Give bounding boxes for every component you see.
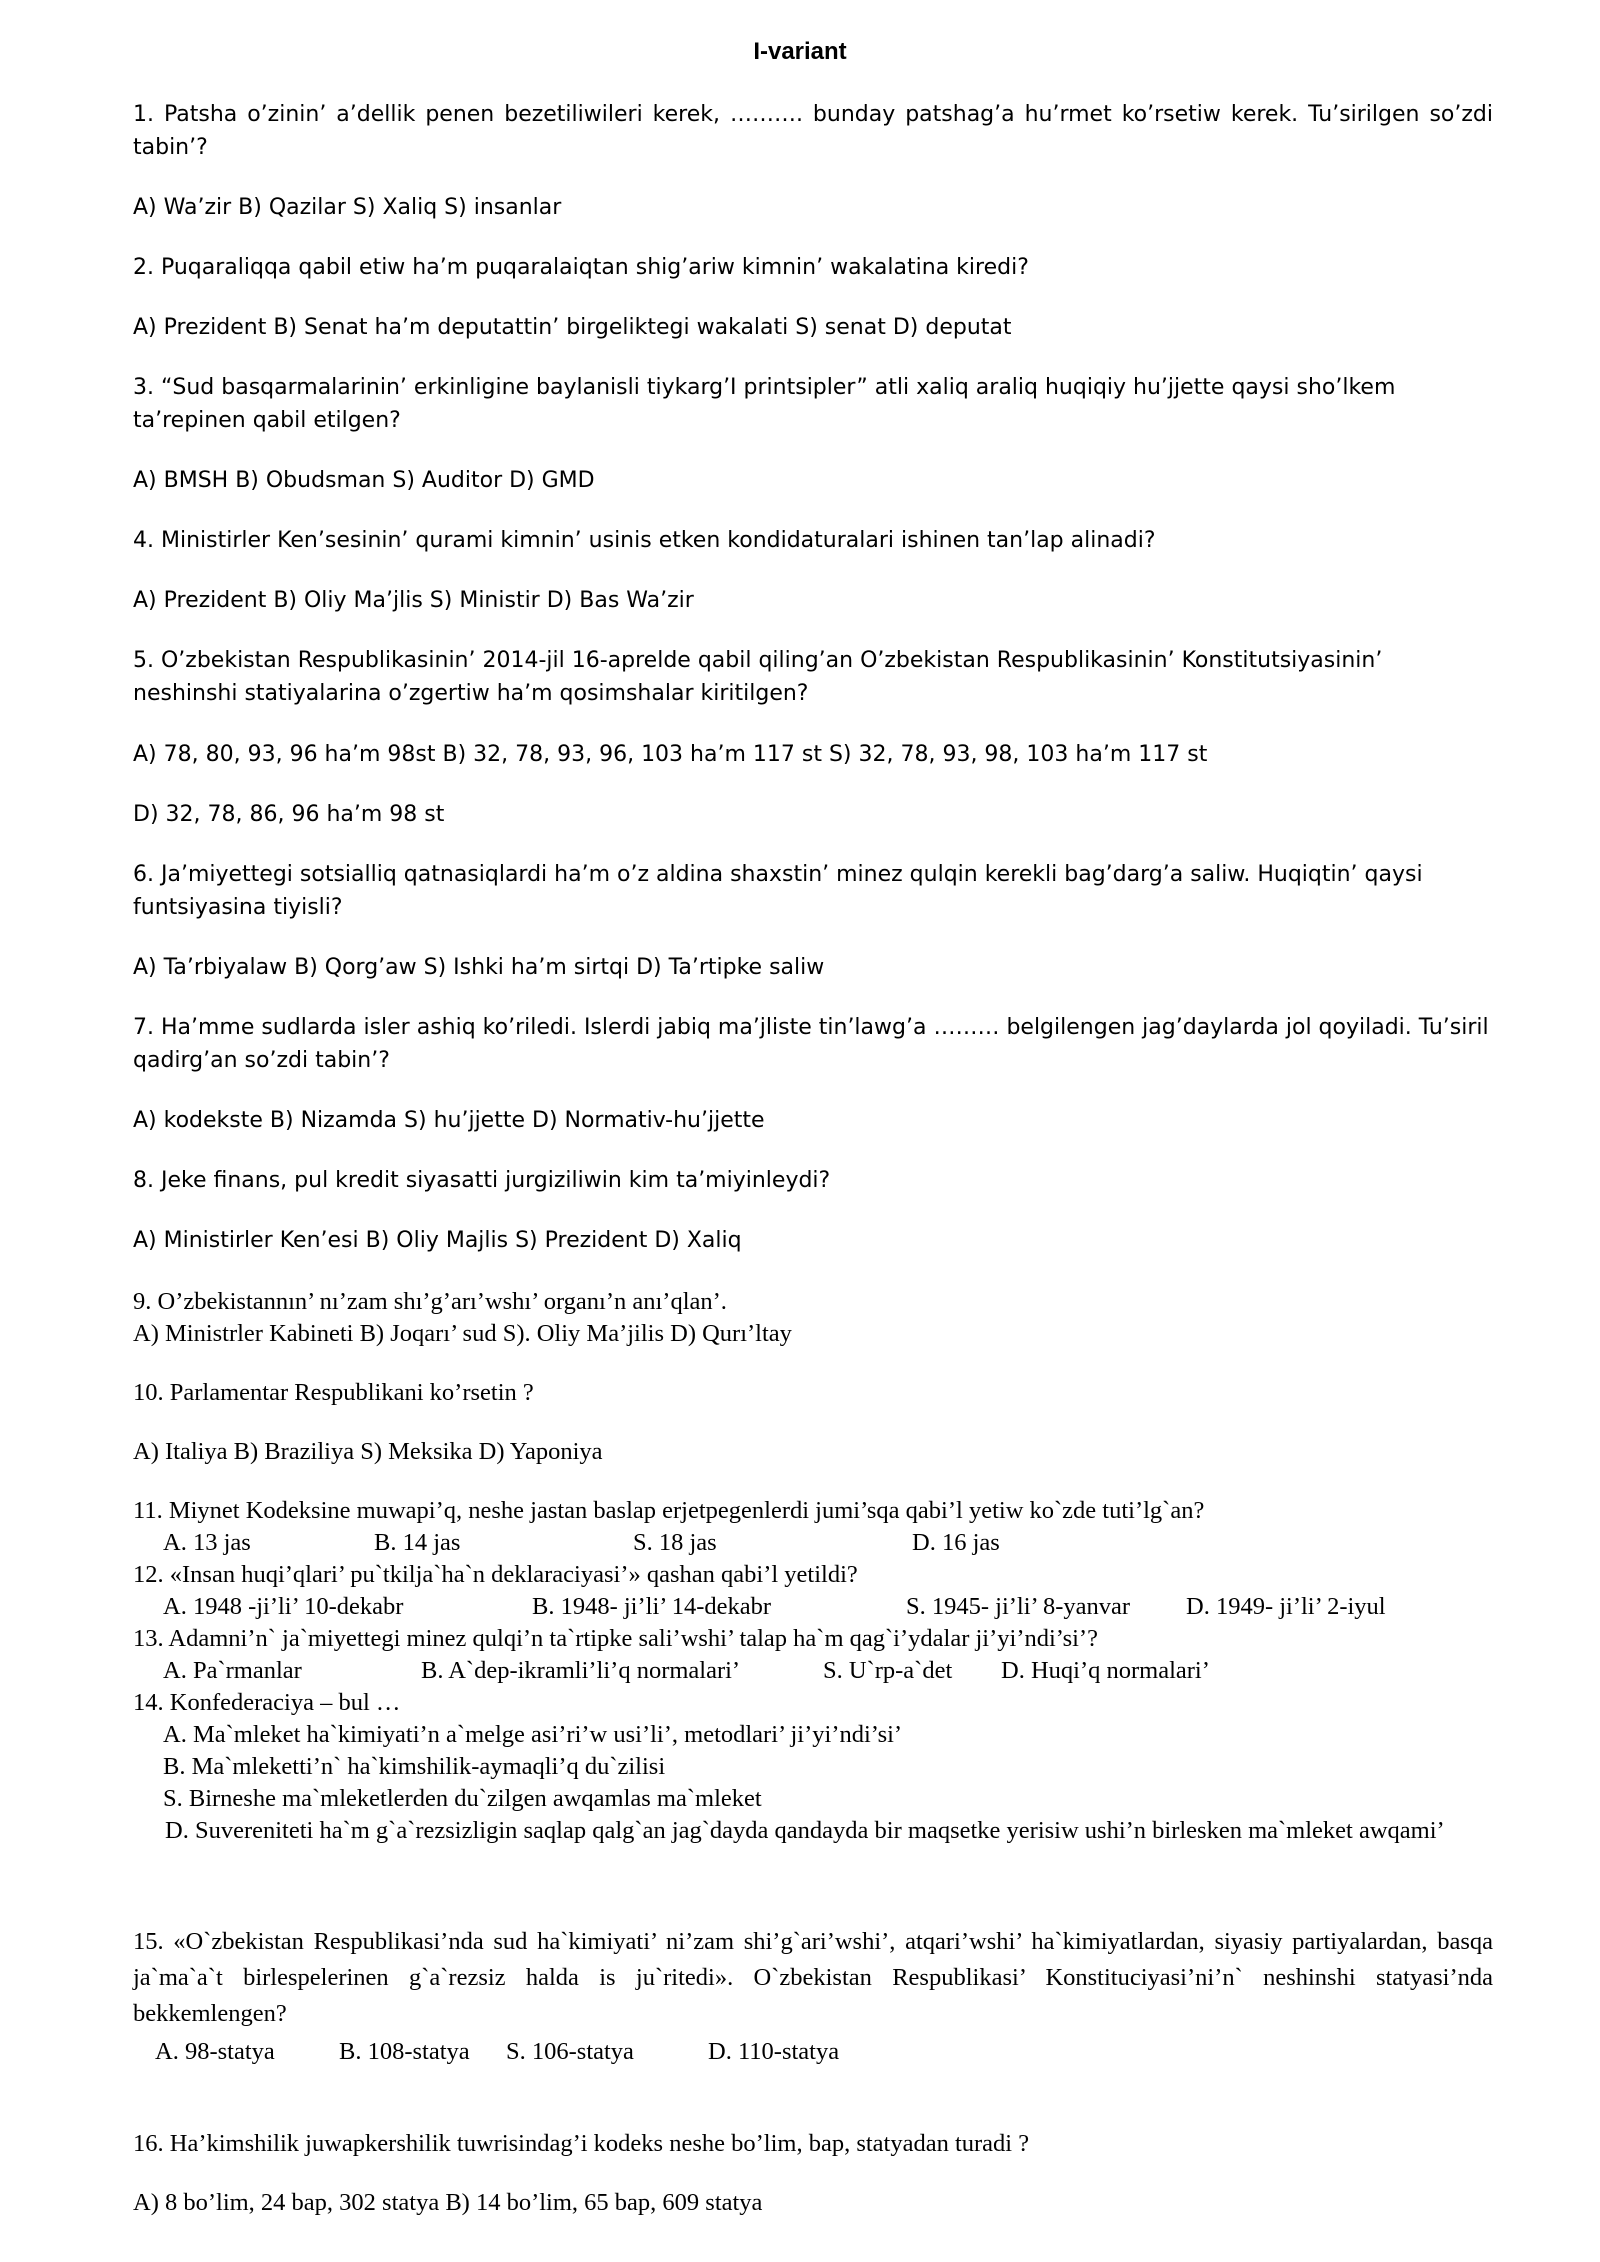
option-a: A. 1948 -ji’li’ 10-dekabr bbox=[163, 1593, 404, 1620]
question-13-options bbox=[0, 1655, 1600, 1687]
option-s: S. 1945- ji’li’ 8-yanvar bbox=[906, 1593, 1131, 1620]
question-9-text: 9. O’zbekistannın’ nı’zam shı’g’arı’wshı’ organı’n anı’qlan’. bbox=[133, 1288, 727, 1315]
option-s: S. Birneshe ma`mleketlerden du`zilgen awqamlas ma`mleket bbox=[163, 1785, 762, 1812]
question-2-options: A) Prezident B) Senat ha’m deputattin’ birgeliktegi wakalati S) senat D) deputat bbox=[133, 315, 1012, 340]
page-title: I-variant bbox=[753, 38, 847, 65]
option-b: B. A`dep-ikramli’li’q normalari’ bbox=[421, 1657, 741, 1684]
question-1-text: 1. Patsha o’zinin’ a’dellik penen bezetiliwileri kerek, ………. bunday patshag’a hu’rmet ko’rsetiw kerek. Tu’sirilgen so’zdi tabin’? bbox=[133, 102, 1493, 160]
option-b: B. 108-statya bbox=[339, 2038, 470, 2065]
question-3-text: 3. “Sud basqarmalarinin’ erkinligine baylanisli tiykarg’I printsipler” atli xaliq araliq huqiqiy hu’jjette qaysi sho’lkem ta’repinen qabil etilgen? bbox=[133, 375, 1396, 433]
option-d: D. Huqi’q normalari’ bbox=[1001, 1657, 1210, 1684]
question-12-options bbox=[0, 1591, 1600, 1623]
question-5-options-line2: D) 32, 78, 86, 96 ha’m 98 st bbox=[133, 802, 445, 827]
question-7-options: A) kodekste B) Nizamda S) hu’jjette D) Normativ-hu’jjette bbox=[133, 1108, 765, 1133]
option-a: A. 98-statya bbox=[155, 2038, 275, 2065]
option-a: A. Pa`rmanlar bbox=[163, 1657, 302, 1684]
option-b: B. Ma`mleketti’n` ha`kimshilik-aymaqli’q du`zilisi bbox=[163, 1753, 666, 1780]
question-3-options: A) BMSH B) Obudsman S) Auditor D) GMD bbox=[133, 468, 595, 493]
question-5-options: A) 78, 80, 93, 96 ha’m 98st B) 32, 78, 93, 96, 103 ha’m 117 st S) 32, 78, 93, 98, 103 ha’m 117 st bbox=[133, 742, 1208, 767]
option-a: A. Ma`mleket ha`kimiyati’n a`melge asi’ri’w usi’li’, metodlari’ ji’yi’ndi’si’ bbox=[163, 1721, 903, 1748]
question-14-text: 14. Konfederaciya – bul … bbox=[133, 1689, 401, 1716]
option-d: D. Suvereniteti ha`m g`a`rezsizligin saqlap qalg`an jag`dayda qandayda bir maqsetke yerisiw ushi’n birlesken ma`mleket awqami’ bbox=[165, 1817, 1445, 1844]
question-1-options: A) Wa’zir B) Qazilar S) Xaliq S) insanlar bbox=[133, 195, 562, 220]
option-d: D. 1949- ji’li’ 2-iyul bbox=[1186, 1593, 1386, 1620]
question-8-options: A) Ministirler Ken’esi B) Oliy Majlis S) Prezident D) Xaliq bbox=[133, 1228, 742, 1253]
question-12-text: 12. «Insan huqi’qlari’ pu`tkilja`ha`n deklaraciyasi’» qashan qabi’l yetildi? bbox=[133, 1561, 858, 1588]
option-d: D. 16 jas bbox=[912, 1529, 1000, 1556]
option-d: D. 110-statya bbox=[708, 2038, 840, 2065]
question-6-options: A) Ta’rbiyalaw B) Qorg’aw S) Ishki ha’m sirtqi D) Ta’rtipke saliw bbox=[133, 955, 825, 980]
question-4-text: 4. Ministirler Ken’sesinin’ qurami kimnin’ usinis etken kondidaturalari ishinen tan’lap alinadi? bbox=[133, 528, 1156, 553]
question-6-text: 6. Ja’miyettegi sotsialliq qatnasiqlardi ha’m o’z aldina shaxstin’ minez qulqin kerekli bag’darg’a saliw. Huqiqtin’ qaysi funtsiyasina tiyisli? bbox=[133, 862, 1423, 920]
question-11-options bbox=[0, 1527, 1600, 1559]
question-4-options: A) Prezident B) Oliy Ma’jlis S) Ministir D) Bas Wa’zir bbox=[133, 588, 694, 613]
question-13-text: 13. Adamni’n` ja`miyettegi minez qulqi’n ta`rtipke sali’wshi’ talap ha`m qag`i’ydalar ji’yi’ndi’si’? bbox=[133, 1625, 1098, 1652]
question-10-options: A) Italiya B) Braziliya S) Meksika D) Yaponiya bbox=[133, 1438, 603, 1465]
option-s: S. U`rp-a`det bbox=[823, 1657, 953, 1684]
option-s: S. 106-statya bbox=[506, 2038, 634, 2065]
question-16-text: 16. Ha’kimshilik juwapkershilik tuwrisindag’i kodeks neshe bo’lim, bap, statyadan turadi ? bbox=[133, 2130, 1030, 2157]
question-15-text: 15. «O`zbekistan Respublikasi’nda sud ha`kimiyati’ ni’zam shi’g`ari’wshi’, atqari’wshi’ ha`kimiyatlardan, siyasiy partiyalardan, basqa ja`ma`a`t birlespelerinen g`a`rezsiz halda is ju`ritedi». O`zbekistan Respublikasi’ Konstituciyasi’ni’n` neshinshi statyasi’nda bekkemlengen? bbox=[133, 1928, 1493, 2027]
option-b: B. 14 jas bbox=[374, 1529, 461, 1556]
question-11-text: 11. Miynet Kodeksine muwapi’q, neshe jastan baslap erjetpegenlerdi jumi’sqa qabi’l yetiw ko`zde tuti’lg`an? bbox=[133, 1497, 1205, 1524]
question-7-text: 7. Ha’mme sudlarda isler ashiq ko’riledi. Islerdi jabiq ma’jliste tin’lawg’a ……… belgilengen jag’daylarda jol qoyiladi. Tu’siril qadirg’an so’zdi tabin’? bbox=[133, 1015, 1489, 1073]
question-5-text: 5. O’zbekistan Respublikasinin’ 2014-jil 16-aprelde qabil qiling’an O’zbekistan Respublikasinin’ Konstitutsiyasinin’ neshinshi statiyalarina o’zgertiw ha’m qosimshalar kiritilgen? bbox=[133, 648, 1383, 706]
option-a: A. 13 jas bbox=[163, 1529, 251, 1556]
question-8-text: 8. Jeke finans, pul kredit siyasatti jurgiziliwin kim ta’miyinleydi? bbox=[133, 1168, 831, 1193]
question-15-options bbox=[0, 2036, 1600, 2068]
option-b: B. 1948- ji’li’ 14-dekabr bbox=[532, 1593, 772, 1620]
question-16-options: A) 8 bo’lim, 24 bap, 302 statya B) 14 bo’lim, 65 bap, 609 statya bbox=[133, 2189, 763, 2216]
question-9-options: A) Ministrler Kabineti B) Joqarı’ sud S). Oliy Ma’jilis D) Qurı’ltay bbox=[133, 1320, 792, 1347]
option-s: S. 18 jas bbox=[633, 1529, 717, 1556]
question-2-text: 2. Puqaraliqqa qabil etiw ha’m puqaralaiqtan shig’ariw kimnin’ wakalatina kiredi? bbox=[133, 255, 1029, 280]
question-10-text: 10. Parlamentar Respublikani ko’rsetin ? bbox=[133, 1379, 534, 1406]
